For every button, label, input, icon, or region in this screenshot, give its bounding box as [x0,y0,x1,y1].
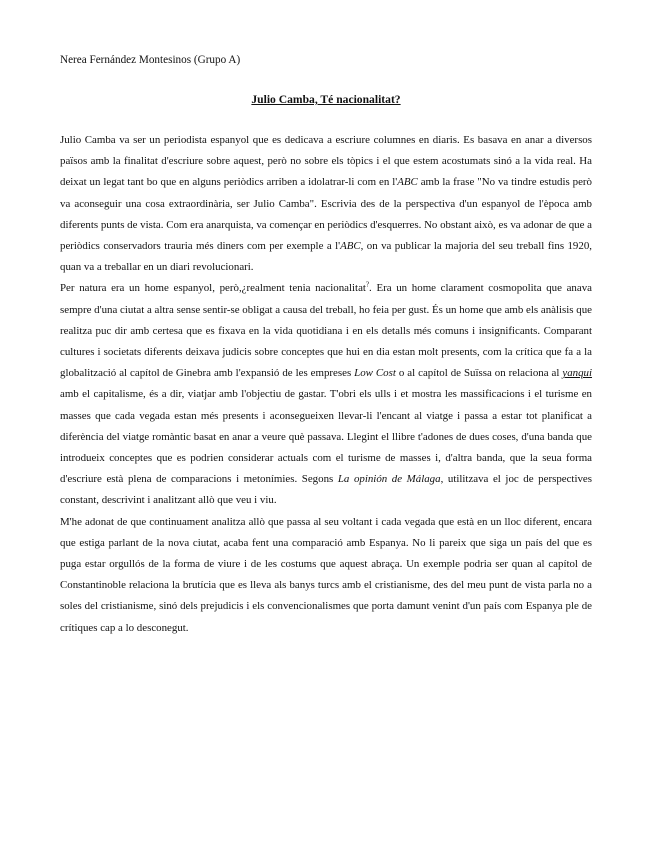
author-line: Nerea Fernández Montesinos (Grupo A) [60,54,241,66]
italic-term-yanqui: yanqui [562,367,593,380]
abc-newspaper-name: ABC [397,176,418,189]
text-run: on va publicar la majoria del seu treball fins 1920, quan va a treballar en un diari revolucionari. [60,240,592,274]
text-run: . Era un home clarament cosmopolita que anava sempre d'una ciutat a altra sense sentir-se obligat a causa del treball, ho feia per gust. És un home que amb els anàlisis que realitza puc dir amb certesa que es fixava en la vida quotidiana i en els detalls més comuns i insignificants. Comparant cultures i societats diferents deixava judicis sobre conceptes que hui en dia estan molt presents, com la crítica que fa a la globalització al capítol de Ginebra amb l'expansió de les empreses [60,282,592,380]
text-run: o al capítol de Suïssa on relaciona al [395,367,563,380]
text-run: amb la frase "No va tindre estudis però va aconseguir una cosa extraordinària, ser Julio Camba". Escrivia des de la perspectiva d'un espanyol de l'època amb diferents punts de vista. Com era anarquista, va començar en periòdics d'esquerres. No obstant això, es va adonar de que a periòdics conservadors trauria més diners com per exemple a l' [60,176,592,253]
text-run: Per natura era un home espanyol, però,¿realment tenia nacionalitat [60,282,366,295]
paragraph-3: M'he adonat de que continuament analitza allò que passa al seu voltant i cada vegada que està en un lloc diferent, encara que estiga parlant de la nova ciutat, acaba fent una comparació amb Espanya. No li pareix que siga un país del que es puga estar orgullós de la forma de viure i de les costums que aquest abraça. Un exemple podria ser quan al capítol de Constantinoble relaciona la brutícia que es lleva als banys turcs amb el cristianisme, des del meu punt de vista parla no a soles del cristianisme, sinó dels prejudicis i els convencionalismes que porta damunt venint d'un país com Espanya ple de crítiques cap a lo desconegut. [60,515,592,634]
paragraph-2 [60,278,592,511]
paragraph-1 [60,130,592,278]
italic-source-la-opinion: La opinión de Málaga [337,473,441,486]
text-run: amb el capitalisme, és a dir, viatjar amb l'objectiu de gastar. T'obri els ulls i et mostra les massificacions i el turisme en masses que cada vegada estan més presents i aconsegueixen llevar-li l'encant al viatge i passa a estar tot planificat a diferència del viatge romàntic basat en anar a veure què passava. Llegint el llibre t'adones de dues coses, d'una banda que introdueix conceptes que es podrien considerar actuals com el turisme de masses i, d'altra banda, que la seua forma d'escriure està plena de comparacions i metonímies. Segons [60,388,592,486]
italic-term-low-cost: Low Cost [354,367,396,380]
document-page [60,52,592,639]
document-title: Julio Camba, Té nacionalitat? [251,93,401,106]
document-body [60,130,592,639]
text-run: , utilitzava el joc de perspectives constant, descrivint i analitzant allò que veu i viu. [60,473,592,507]
text-run: Julio Camba va ser un periodista espanyol que es dedicava a escriure columnes en diaris. Es basava en anar a diversos països amb la finalitat d'escriure sobre aquest, però no sobre els tòpics i el que estem acostumats sinó a la vida real. Ha deixat un legat tant bo que en alguns periòdics arriben a idolatrar-li com en l' [60,134,592,189]
abc-newspaper-name: ABC, [340,240,364,253]
footnote-marker: ? [365,280,370,289]
